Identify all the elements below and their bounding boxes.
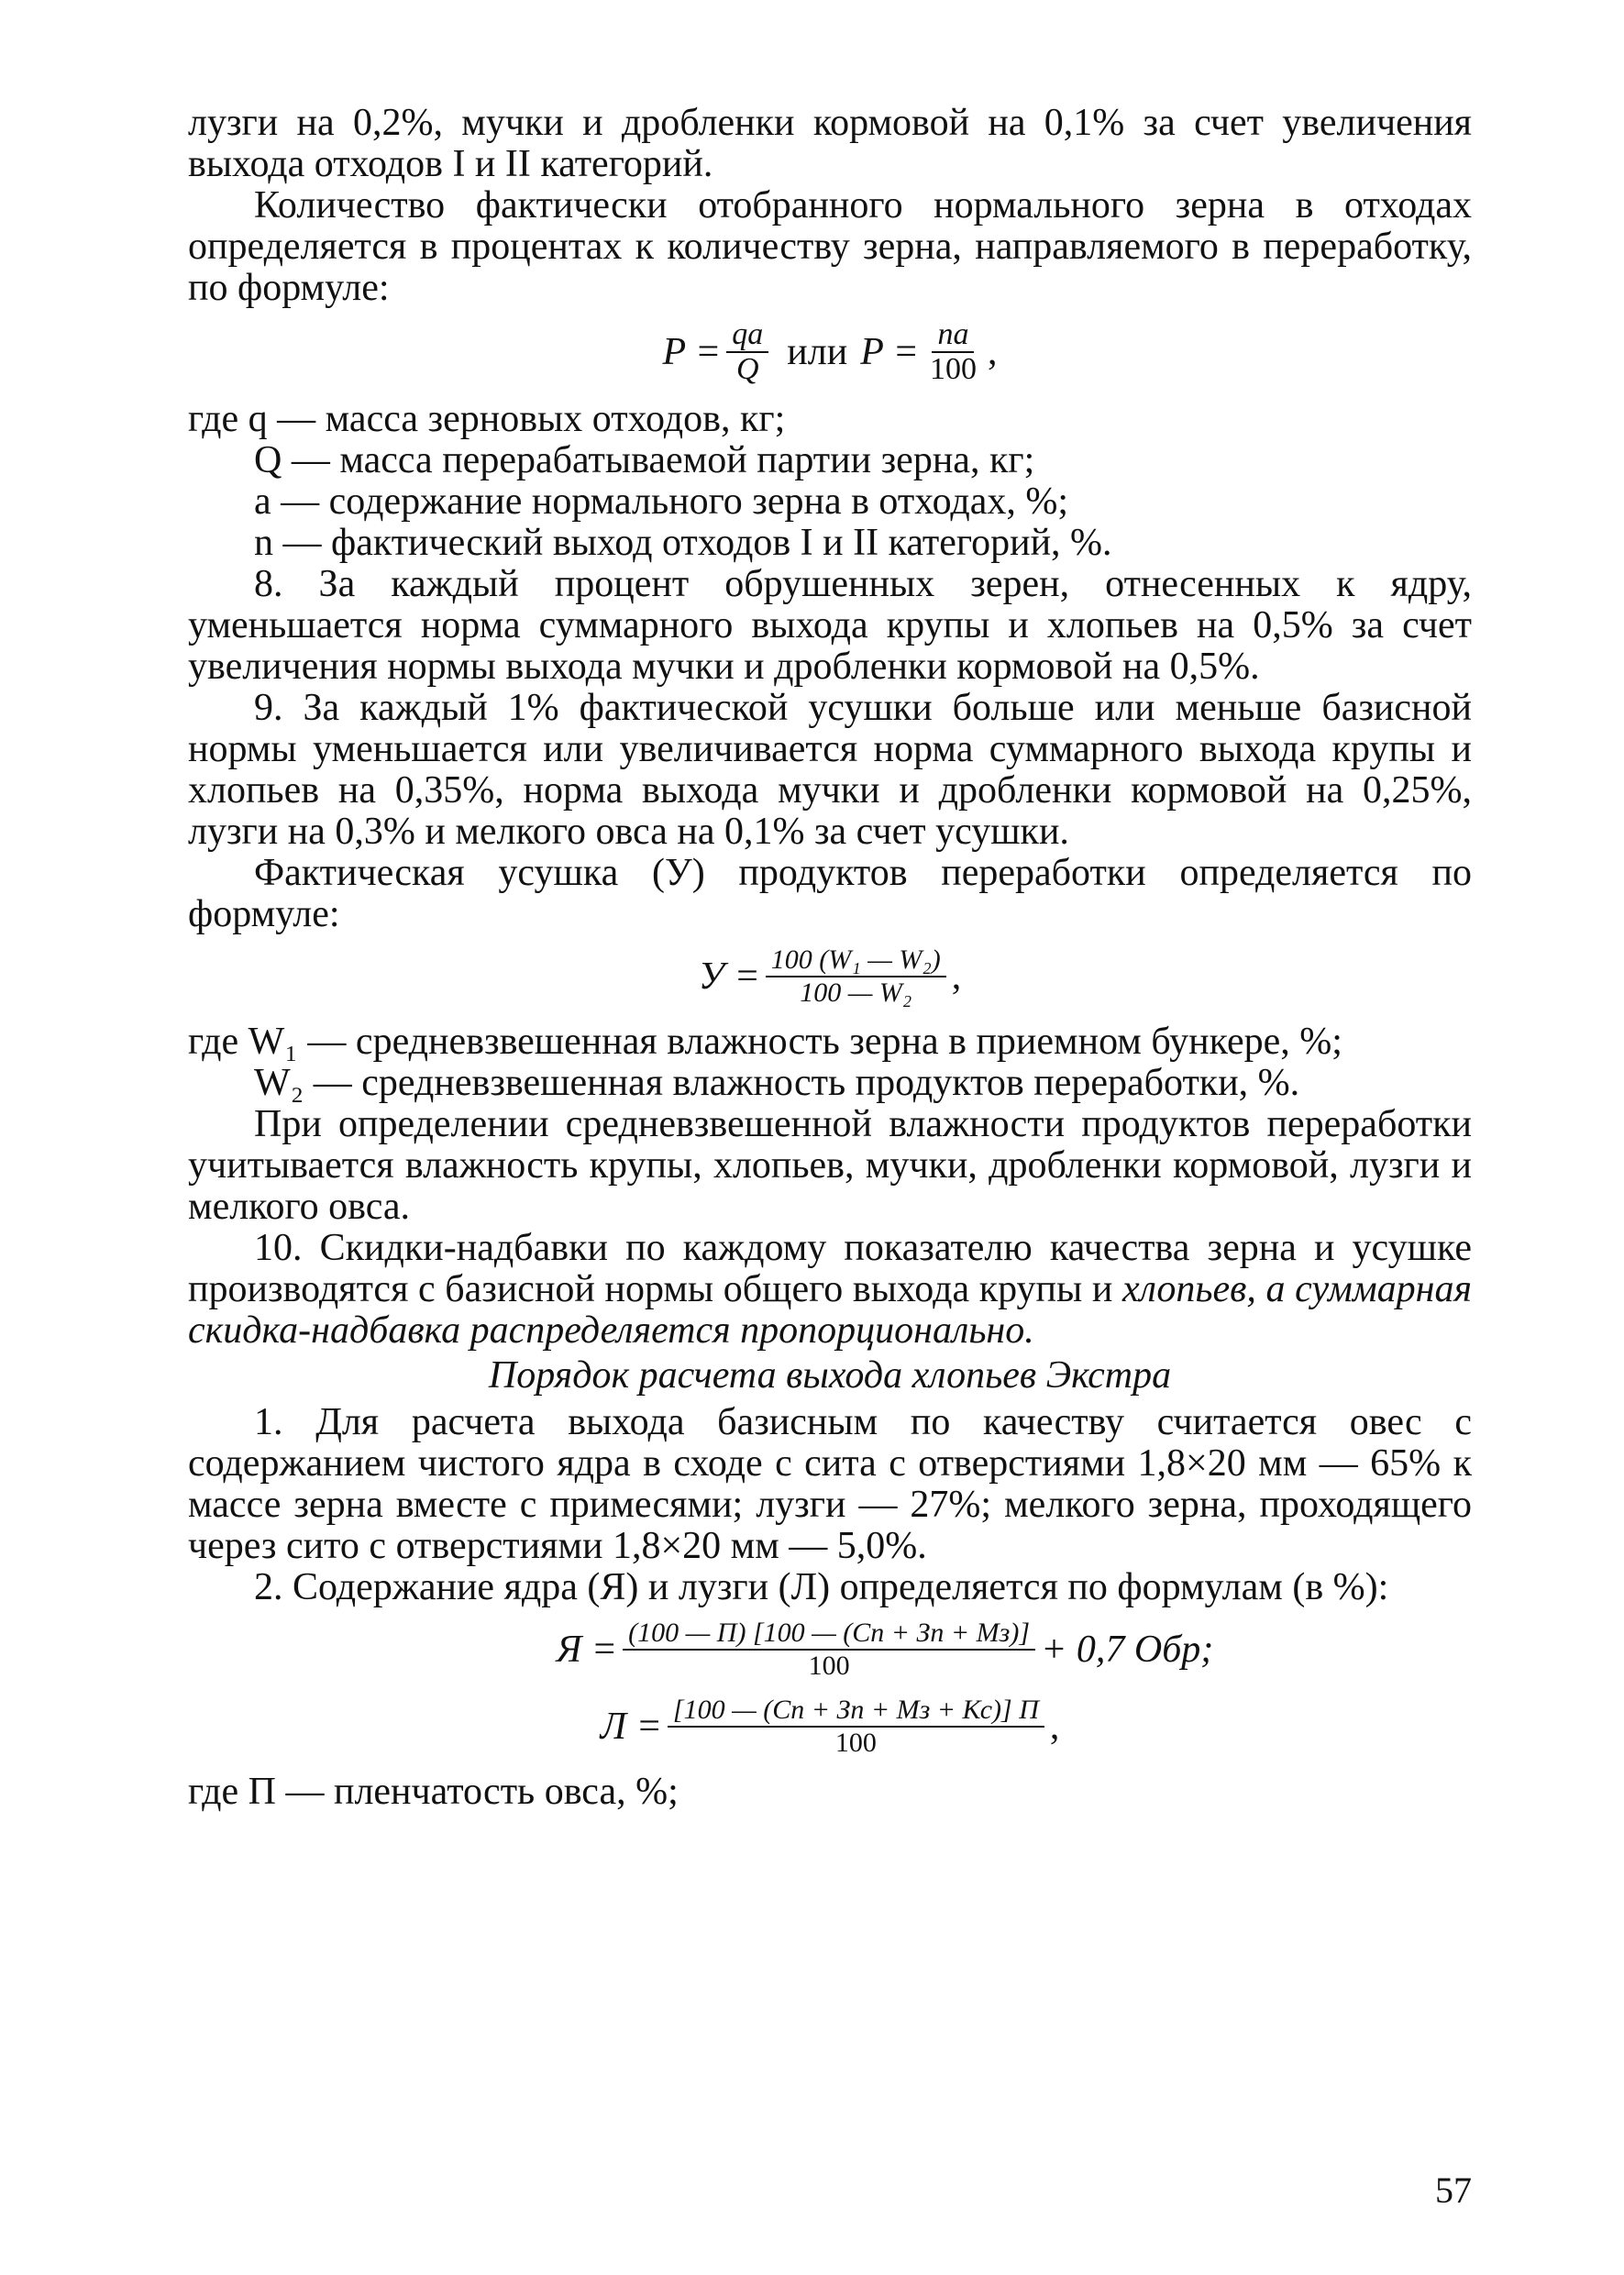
paragraph-9: 9. За каждый 1% фактической усушки больше или меньше базисной нормы уменьшается или увеличивается норма суммарного выхода крупы и хлопьев на 0,35%, норма выхода мучки и дробленки кормовой на 0,25%, лузги на 0,3% и мелкого овса на 0,1% за счет усушки. bbox=[188, 687, 1472, 853]
fraction-numerator: na bbox=[932, 318, 974, 353]
fraction-na-100 bbox=[924, 318, 982, 386]
fraction-kernel bbox=[623, 1618, 1035, 1682]
where-list-2 bbox=[188, 1022, 1472, 1104]
fraction-denominator: Q bbox=[736, 352, 759, 386]
formula-p bbox=[188, 318, 1472, 386]
fraction-denominator: 100 bbox=[929, 352, 977, 386]
where-husk: где П — пленчатость овса, %; bbox=[188, 1771, 679, 1813]
paragraph-10-text: 10. Скидки-надбавки по каждому показателю качества зерна и усушке производятся с базисной нормы общего выхода крупы и bbox=[188, 1227, 1472, 1310]
where-item: где W₁ — средневзвешенная влажность зерна в приемном бункере, %; bbox=[188, 1021, 1342, 1063]
formula-kernel bbox=[298, 1618, 1472, 1682]
formula-p-lhs-2: P = bbox=[860, 330, 919, 373]
fraction-husk bbox=[668, 1695, 1044, 1759]
section-item-2: 2. Содержание ядра (Я) и лузги (Л) определяется по формулам (в %): bbox=[254, 1566, 1389, 1608]
formula-kernel-lhs: Я = bbox=[556, 1628, 618, 1671]
paragraph-grain-quantity: Количество фактически отобранного нормального зерна в отходах определяется в процентах к количеству зерна, направляемого в переработку, по формуле: bbox=[188, 184, 1472, 309]
formula-husk-lhs: Л = bbox=[600, 1705, 662, 1748]
where-item: где q — масса зерновых отходов, кг; bbox=[188, 398, 786, 440]
formula-p-lhs-1: P = bbox=[662, 330, 722, 373]
fraction-numerator: qa bbox=[726, 318, 768, 353]
fraction-qa-q bbox=[726, 318, 768, 386]
formula-tail: , bbox=[1049, 1705, 1060, 1748]
fraction-denominator: 100 bbox=[808, 1651, 850, 1681]
section-item-1: 1. Для расчета выхода базисным по качеству считается овес с содержанием чистого ядра в сходе с сита с отверстиями 1,8×20 мм — 65% к массе зерна вместе с примесями; лузги — 27%; мелкого зерна, проходящего через сито с отверстиями 1,8×20 мм — 5,0%. bbox=[188, 1401, 1472, 1567]
formula-or: или bbox=[787, 330, 848, 373]
paragraph-weighted-humidity: При определении средневзвешенной влажности продуктов переработки учитывается влажность крупы, хлопьев, мучки, дробленки кормовой, лузги и мелкого овса. bbox=[188, 1103, 1472, 1228]
page-number: 57 bbox=[1435, 2170, 1472, 2211]
formula-tail: + 0,7 Обр; bbox=[1041, 1628, 1214, 1671]
formula-tail: , bbox=[951, 955, 962, 998]
fraction-denominator: 100 bbox=[834, 1728, 877, 1758]
formula-y bbox=[188, 944, 1472, 1009]
where-list-1 bbox=[188, 399, 1472, 564]
fraction-shrinkage bbox=[766, 944, 946, 1009]
section-title: Порядок расчета выхода хлопьев Экстра bbox=[488, 1354, 1172, 1397]
where-item: a — содержание нормального зерна в отходах, %; bbox=[254, 480, 1069, 523]
formula-husk bbox=[188, 1695, 1472, 1759]
paragraph-shrinkage: Фактическая усушка (У) продуктов переработки определяется по формуле: bbox=[188, 852, 1472, 935]
page-body bbox=[188, 103, 1472, 1813]
formula-tail: , bbox=[987, 330, 998, 373]
fraction-numerator: [100 — (Сп + Зп + Мз + Кс)] П bbox=[668, 1695, 1044, 1728]
formula-y-lhs: У = bbox=[698, 955, 760, 998]
paragraph-continuation: лузги на 0,2%, мучки и дробленки кормовой на 0,1% за счет увеличения выхода отходов I и II категорий. bbox=[188, 102, 1472, 185]
fraction-denominator: 100 — W₂ bbox=[800, 977, 912, 1008]
where-item: n — фактический выход отходов I и II категорий, %. bbox=[254, 522, 1112, 564]
paragraph-10-italic: хлопьев, а суммарная скидка-надбавка распределяется пропорционально. bbox=[188, 1268, 1473, 1352]
paragraph-10 bbox=[188, 1228, 1472, 1352]
where-item: W₂ — средневзвешенная влажность продуктов переработки, %. bbox=[254, 1062, 1300, 1104]
where-item: Q — масса перерабатываемой партии зерна, кг; bbox=[254, 439, 1035, 481]
fraction-numerator: 100 (W₁ — W₂) bbox=[766, 944, 946, 977]
fraction-numerator: (100 — П) [100 — (Сп + Зп + Мз)] bbox=[623, 1618, 1035, 1651]
paragraph-8: 8. За каждый процент обрушенных зерен, отнесенных к ядру, уменьшается норма суммарного выхода крупы и хлопьев на 0,5% за счет увеличения нормы выхода мучки и дробленки кормовой на 0,5%. bbox=[188, 563, 1472, 688]
